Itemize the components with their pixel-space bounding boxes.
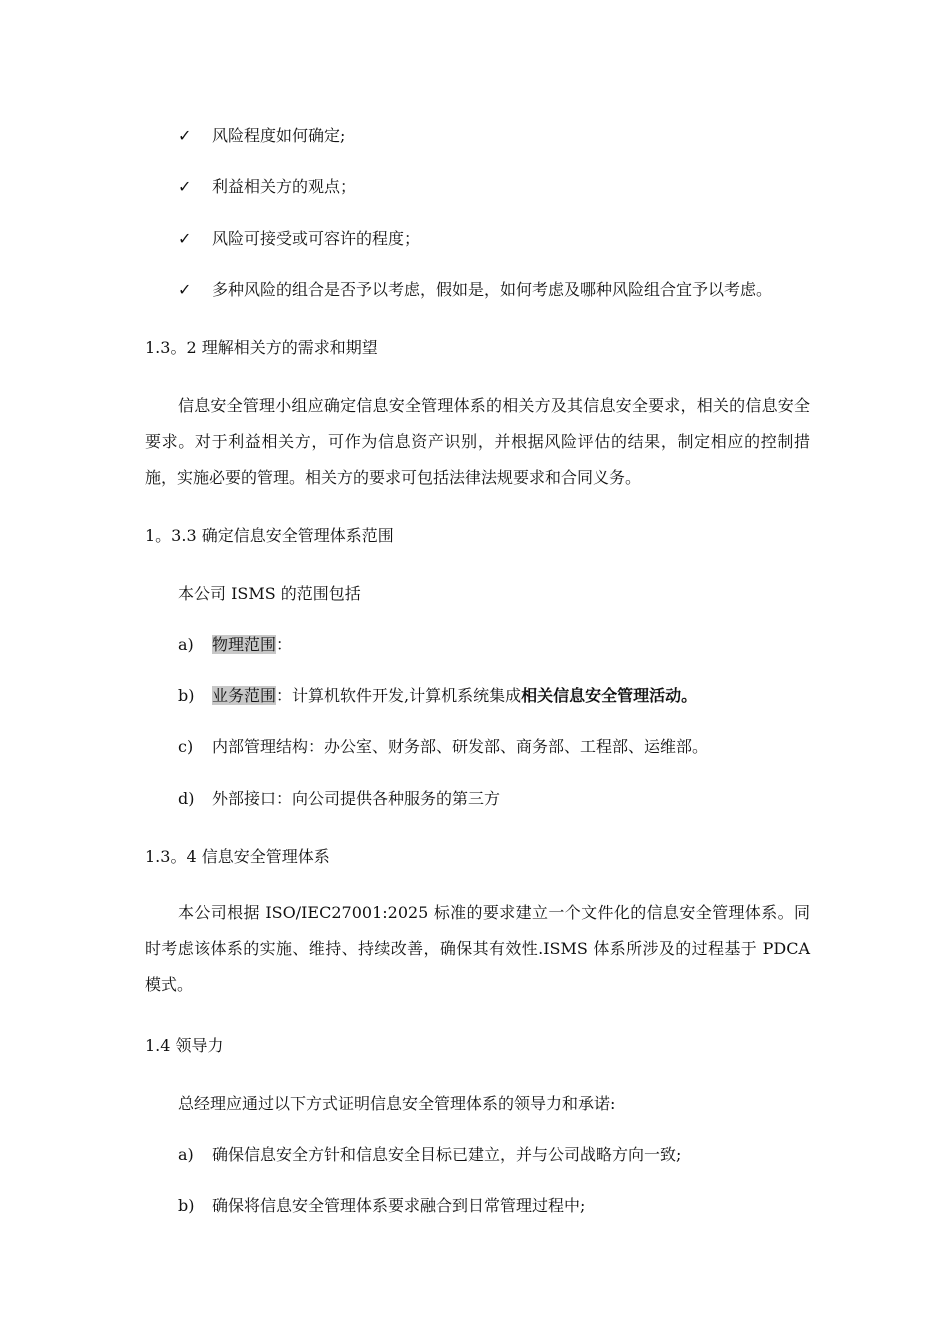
section-paragraph-1-3-2: 信息安全管理小组应确定信息安全管理体系的相关方及其信息安全要求，相关的信息安全要求。对于利益相关方，可作为信息资产识别，并根据风险评估的结果，制定相应的控制措施，实施必要的管理。相关方的要求可包括法律法规要求和合同义务。 xyxy=(145,396,810,487)
list-marker: c) xyxy=(178,737,194,756)
highlighted-term: 物理范围 xyxy=(212,635,277,654)
section-heading-1-3-3: 1。3.3 确定信息安全管理体系范围 xyxy=(145,526,394,545)
scope-item-c xyxy=(178,737,708,757)
list-marker: a) xyxy=(178,635,194,654)
checklist-item-text: 风险可接受或可容许的程度； xyxy=(212,229,421,248)
section-heading-1-4: 1.4 领导力 xyxy=(145,1036,224,1055)
checklist-item xyxy=(178,126,345,146)
checklist-item xyxy=(178,280,772,300)
highlighted-term: 业务范围 xyxy=(212,686,277,705)
check-icon: ✓ xyxy=(178,280,192,299)
list-marker: d) xyxy=(178,789,195,808)
scope-item-a xyxy=(178,635,292,655)
section-heading-1-3-2: 1.3。2 理解相关方的需求和期望 xyxy=(145,338,378,357)
leadership-item-text: 确保信息安全方针和信息安全目标已建立，并与公司战略方向一致; xyxy=(212,1145,682,1164)
leadership-item-b xyxy=(178,1196,585,1216)
scope-item-text: 内部管理结构：办公室、财务部、研发部、商务部、工程部、运维部。 xyxy=(212,737,709,756)
checklist-item-text: 风险程度如何确定; xyxy=(212,126,346,145)
scope-item-text: ： xyxy=(276,635,293,654)
check-icon: ✓ xyxy=(178,126,192,145)
scope-item-bold-text: 相关信息安全管理活动。 xyxy=(521,686,698,705)
checklist-item-text: 利益相关方的观点； xyxy=(212,177,357,196)
scope-intro: 本公司 ISMS 的范围包括 xyxy=(178,584,361,603)
list-marker: a) xyxy=(178,1145,194,1164)
scope-item-text: 外部接口：向公司提供各种服务的第三方 xyxy=(212,789,501,808)
section-paragraph-1-3-4: 本公司根据 ISO/IEC27001:2025 标准的要求建立一个文件化的信息安全管理体系。同时考虑该体系的实施、维持、持续改善，确保其有效性.ISMS 体系所涉及的过程基于 PDCA 模式。 xyxy=(145,903,810,994)
list-marker: b) xyxy=(178,686,195,705)
leadership-item-a xyxy=(178,1145,681,1165)
check-icon: ✓ xyxy=(178,229,192,248)
checklist-item xyxy=(178,229,420,249)
checklist-item-text: 多种风险的组合是否予以考虑，假如是，如何考虑及哪种风险组合宜予以考虑。 xyxy=(212,280,773,299)
list-marker: b) xyxy=(178,1196,195,1215)
scope-item-b xyxy=(178,686,697,706)
leadership-item-text: 确保将信息安全管理体系要求融合到日常管理过程中; xyxy=(212,1196,586,1215)
scope-item-d xyxy=(178,789,500,809)
section-heading-1-3-4: 1.3。4 信息安全管理体系 xyxy=(145,847,330,866)
check-icon: ✓ xyxy=(178,177,192,196)
checklist-item xyxy=(178,177,356,197)
leadership-intro: 总经理应通过以下方式证明信息安全管理体系的领导力和承诺: xyxy=(178,1094,616,1113)
scope-item-text: ：计算机软件开发,计算机系统集成 xyxy=(276,686,522,705)
